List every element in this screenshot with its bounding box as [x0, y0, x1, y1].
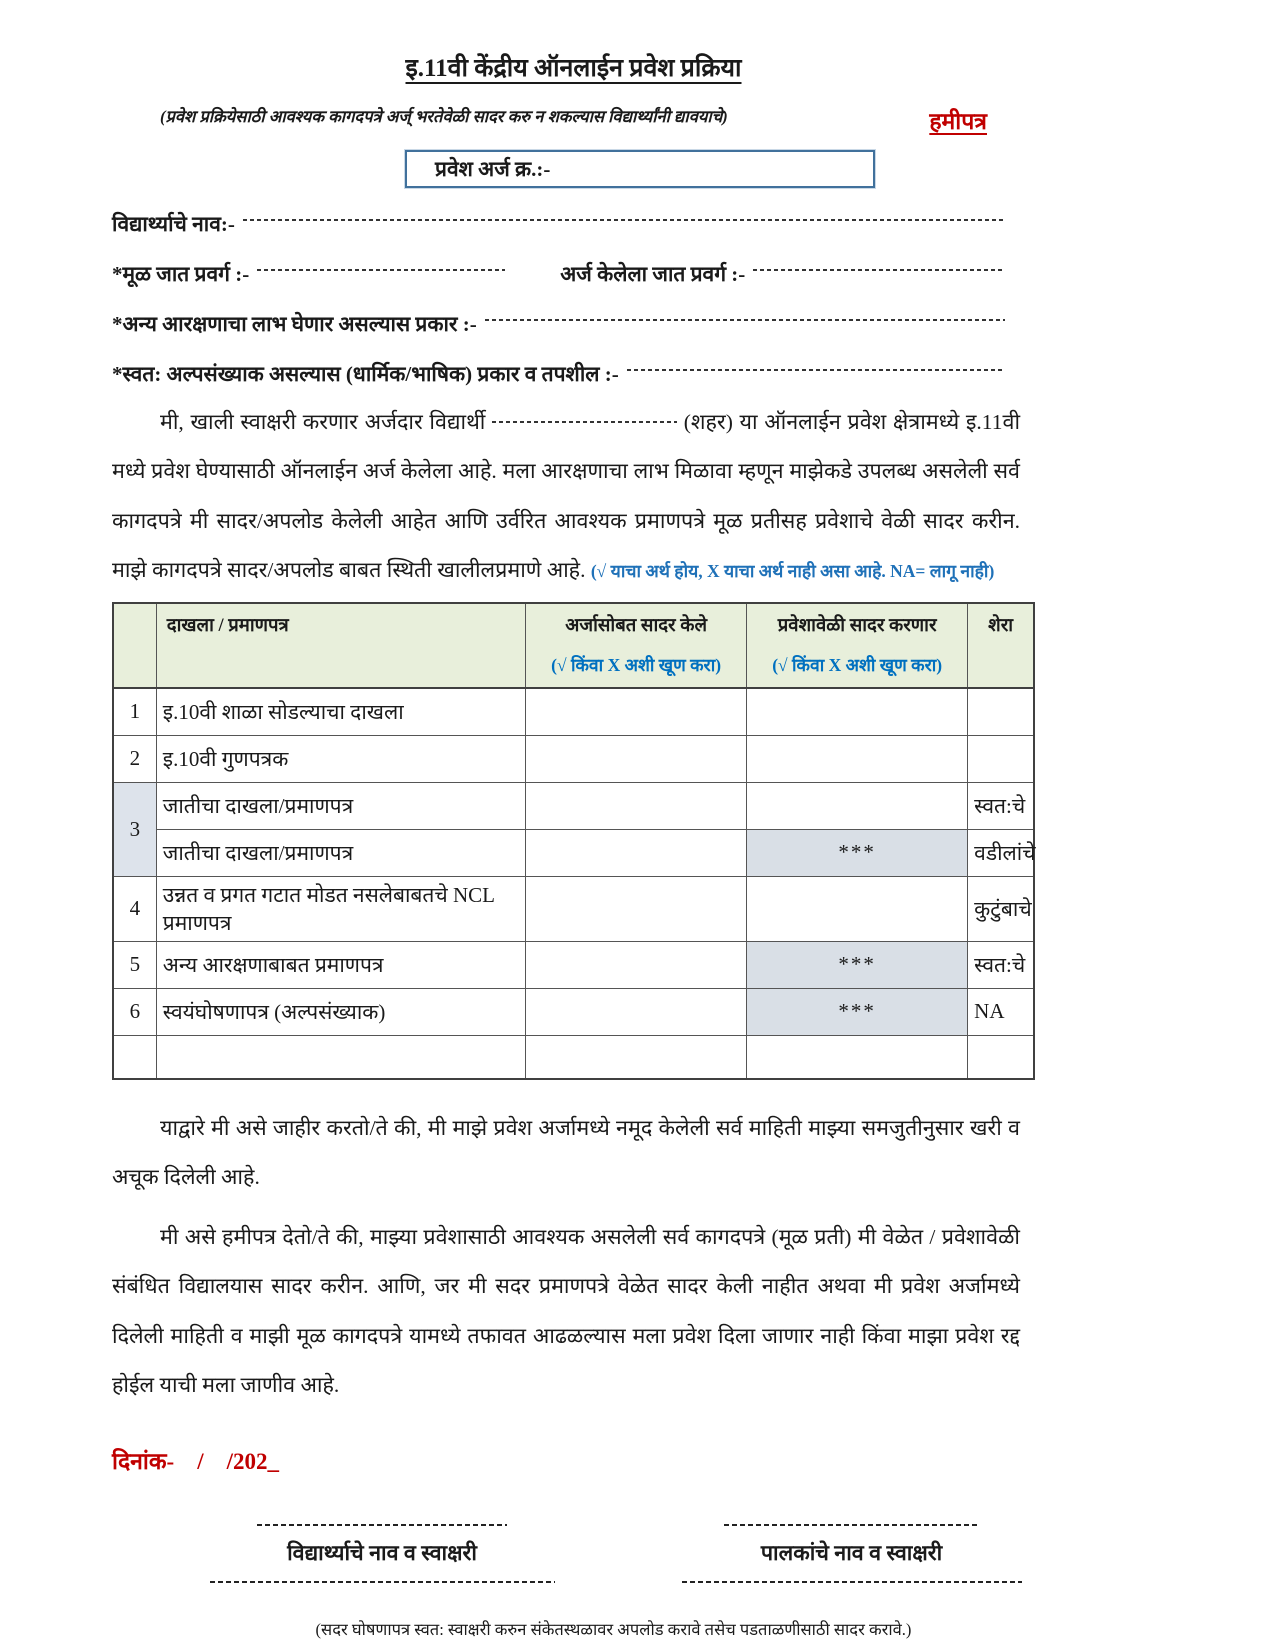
minority-label: *स्वत: अल्पसंख्याक असल्यास (धार्मिक/भाषिक) प्रकार व तपशील :- [112, 362, 619, 386]
minority-fill-line [627, 369, 1005, 371]
subtitle-row [112, 104, 1035, 136]
table-row: 5 अन्य आरक्षणाबाबत प्रमाणपत्र *** स्वत:चे [113, 941, 1034, 988]
original-caste-fill-line [257, 269, 505, 271]
field-student-name [112, 210, 1035, 238]
merged-row-number-cell: 3 [113, 782, 156, 876]
header-remark: शेरा [968, 603, 1034, 688]
mark-meaning-note: (√ याचा अर्थ होय, X याचा अर्थ नाही असा आहे. NA= लागू नाही) [590, 561, 995, 582]
admission-form-number-label: प्रवेश अर्ज क्र.:- [435, 157, 551, 181]
header-no [113, 603, 156, 688]
header-will-submit-at-admission: प्रवेशावेळी सादर करणार (√ किंवा X अशी खूण करा) [747, 603, 968, 688]
form-instruction-subtitle: (प्रवेश प्रक्रियेसाठी आवश्यक कागदपत्रे अर्ज् भरतेवेळी सादर करु न शकल्यास विद्यार्थ्यांनी द्यावयाचे) [160, 107, 728, 126]
declaration-paragraph [112, 398, 1035, 596]
original-caste-label: *मूळ जात प्रवर्ग :- [112, 262, 250, 286]
other-reservation-fill-line [485, 319, 1005, 321]
header-submitted-mark-note: (√ किंवा X अशी खूण करा) [551, 654, 722, 675]
affirmation-paragraph: याद्वारे मी असे जाहीर करतो/ते की, मी माझे प्रवेश अर्जामध्ये नमूद केलेली सर्व माहिती माझ्या समजुतीनुसार खरी व अचूक दिलेली आहे. [112, 1115, 1020, 1190]
signature-section [112, 1524, 1035, 1583]
table-row [113, 1035, 1034, 1079]
field-minority [112, 360, 1035, 388]
applied-caste-label: अर्ज केलेला जात प्रवर्ग :- [560, 262, 746, 286]
table-row: 1 इ.10वी शाळा सोडल्याचा दाखला [113, 688, 1034, 736]
field-other-reservation [112, 310, 1035, 338]
not-applicable-cell: *** [747, 941, 968, 988]
form-title: इ.11वी केंद्रीय ऑनलाईन प्रवेश प्रक्रिया [405, 55, 742, 82]
applied-caste-fill-line [753, 269, 1005, 271]
table-row: 3 जातीचा दाखला/प्रमाणपत्र स्वत:चे [113, 782, 1034, 829]
student-signature-block [197, 1524, 567, 1583]
table-row: जातीचा दाखला/प्रमाणपत्र *** वडीलांचे [113, 829, 1034, 876]
other-reservation-label: *अन्य आरक्षणाचा लाभ घेणार असल्यास प्रकार :- [112, 312, 477, 336]
parent-signature-block [679, 1524, 1024, 1583]
upload-instruction-note: (सदर घोषणापत्र स्वत: स्वाक्षरी करुन संकेतस्थळावर अपलोड करावे तसेच पडताळणीसाठी सादर करावे.) [315, 1620, 912, 1640]
parent-signature-label: पालकांचे नाव व स्वाक्षरी [760, 1541, 943, 1566]
parent-signature-line-bottom [682, 1581, 1022, 1583]
admission-form-number-box [405, 150, 875, 188]
undertaking-paragraph: मी असे हमीपत्र देतो/ते की, माझ्या प्रवेशासाठी आवश्यक असलेली सर्व कागदपत्रे (मूळ प्रती) मी वेळेत / प्रवेशावेळी संबंधित विद्यालयास सादर करीन. आणि, जर मी सदर प्रमाणपत्रे वेळेत सादर केली नाहीत अथवा मी प्रवेश अर्जामध्ये दिलेली माहिती व माझी मूळ कागदपत्रे यामध्ये तफावत आढळल्यास मला प्रवेश दिला जाणार नाही किंवा माझा प्रवेश रद्द होईल याची मला जाणीव आहे. [112, 1224, 1020, 1397]
hamipatra-badge: हमीपत्र [929, 109, 987, 134]
table-row: 6 स्वयंघोषणापत्र (अल्पसंख्याक) *** NA [113, 988, 1034, 1035]
date-line: दिनांक- / /202_ [112, 1449, 279, 1475]
header-submitted-with-form: अर्जासोबत सादर केले (√ किंवा X अशी खूण करा) [526, 603, 747, 688]
header-document: दाखला / प्रमाणपत्र [156, 603, 525, 688]
table-row: 4 उन्नत व प्रगत गटात मोडत नसलेबाबतचे NCL प्रमाणपत्र कुटुंबाचे [113, 876, 1034, 941]
parent-signature-line-top [724, 1524, 979, 1526]
field-caste-category [112, 260, 1035, 288]
not-applicable-cell: *** [747, 988, 968, 1035]
student-signature-label: विद्यार्थ्याचे नाव व स्वाक्षरी [287, 1541, 477, 1566]
city-fill-line [492, 421, 677, 423]
table-row: 2 इ.10वी गुणपत्रक [113, 735, 1034, 782]
student-signature-line-top [257, 1524, 507, 1526]
student-name-label: विद्यार्थ्याचे नाव:- [112, 212, 235, 236]
student-name-fill-line [243, 219, 1005, 221]
declaration-text-before-blank: मी, खाली स्वाक्षरी करणार अर्जदार विद्यार्थी [160, 410, 486, 434]
declaration-text-after-blank: (शहर) या ऑनलाईन प्रवेश क्षेत्रामध्ये इ.11वी मध्ये प्रवेश घेण्यासाठी ऑनलाईन अर्ज केलेला आहे. मला आरक्षणाचा लाभ मिळावा म्हणून माझेकडे उपलब्ध असलेली सर्व कागदपत्रे मी सादर/अपलोड केलेली आहेत आणि उर्वरित आवश्यक प्रमाणपत्रे मूळ प्रतीसह प्रवेशाचे वेळी सादर करीन. माझे कागदपत्रे सादर/अपलोड बाबत स्थिती खालीलप्रमाणे आहे. [112, 410, 1021, 583]
table-header-row [113, 603, 1034, 688]
student-signature-line-bottom [210, 1581, 555, 1583]
not-applicable-cell: *** [747, 829, 968, 876]
documents-status-table [112, 602, 1035, 1080]
header-will-submit-mark-note: (√ किंवा X अशी खूण करा) [772, 654, 943, 675]
